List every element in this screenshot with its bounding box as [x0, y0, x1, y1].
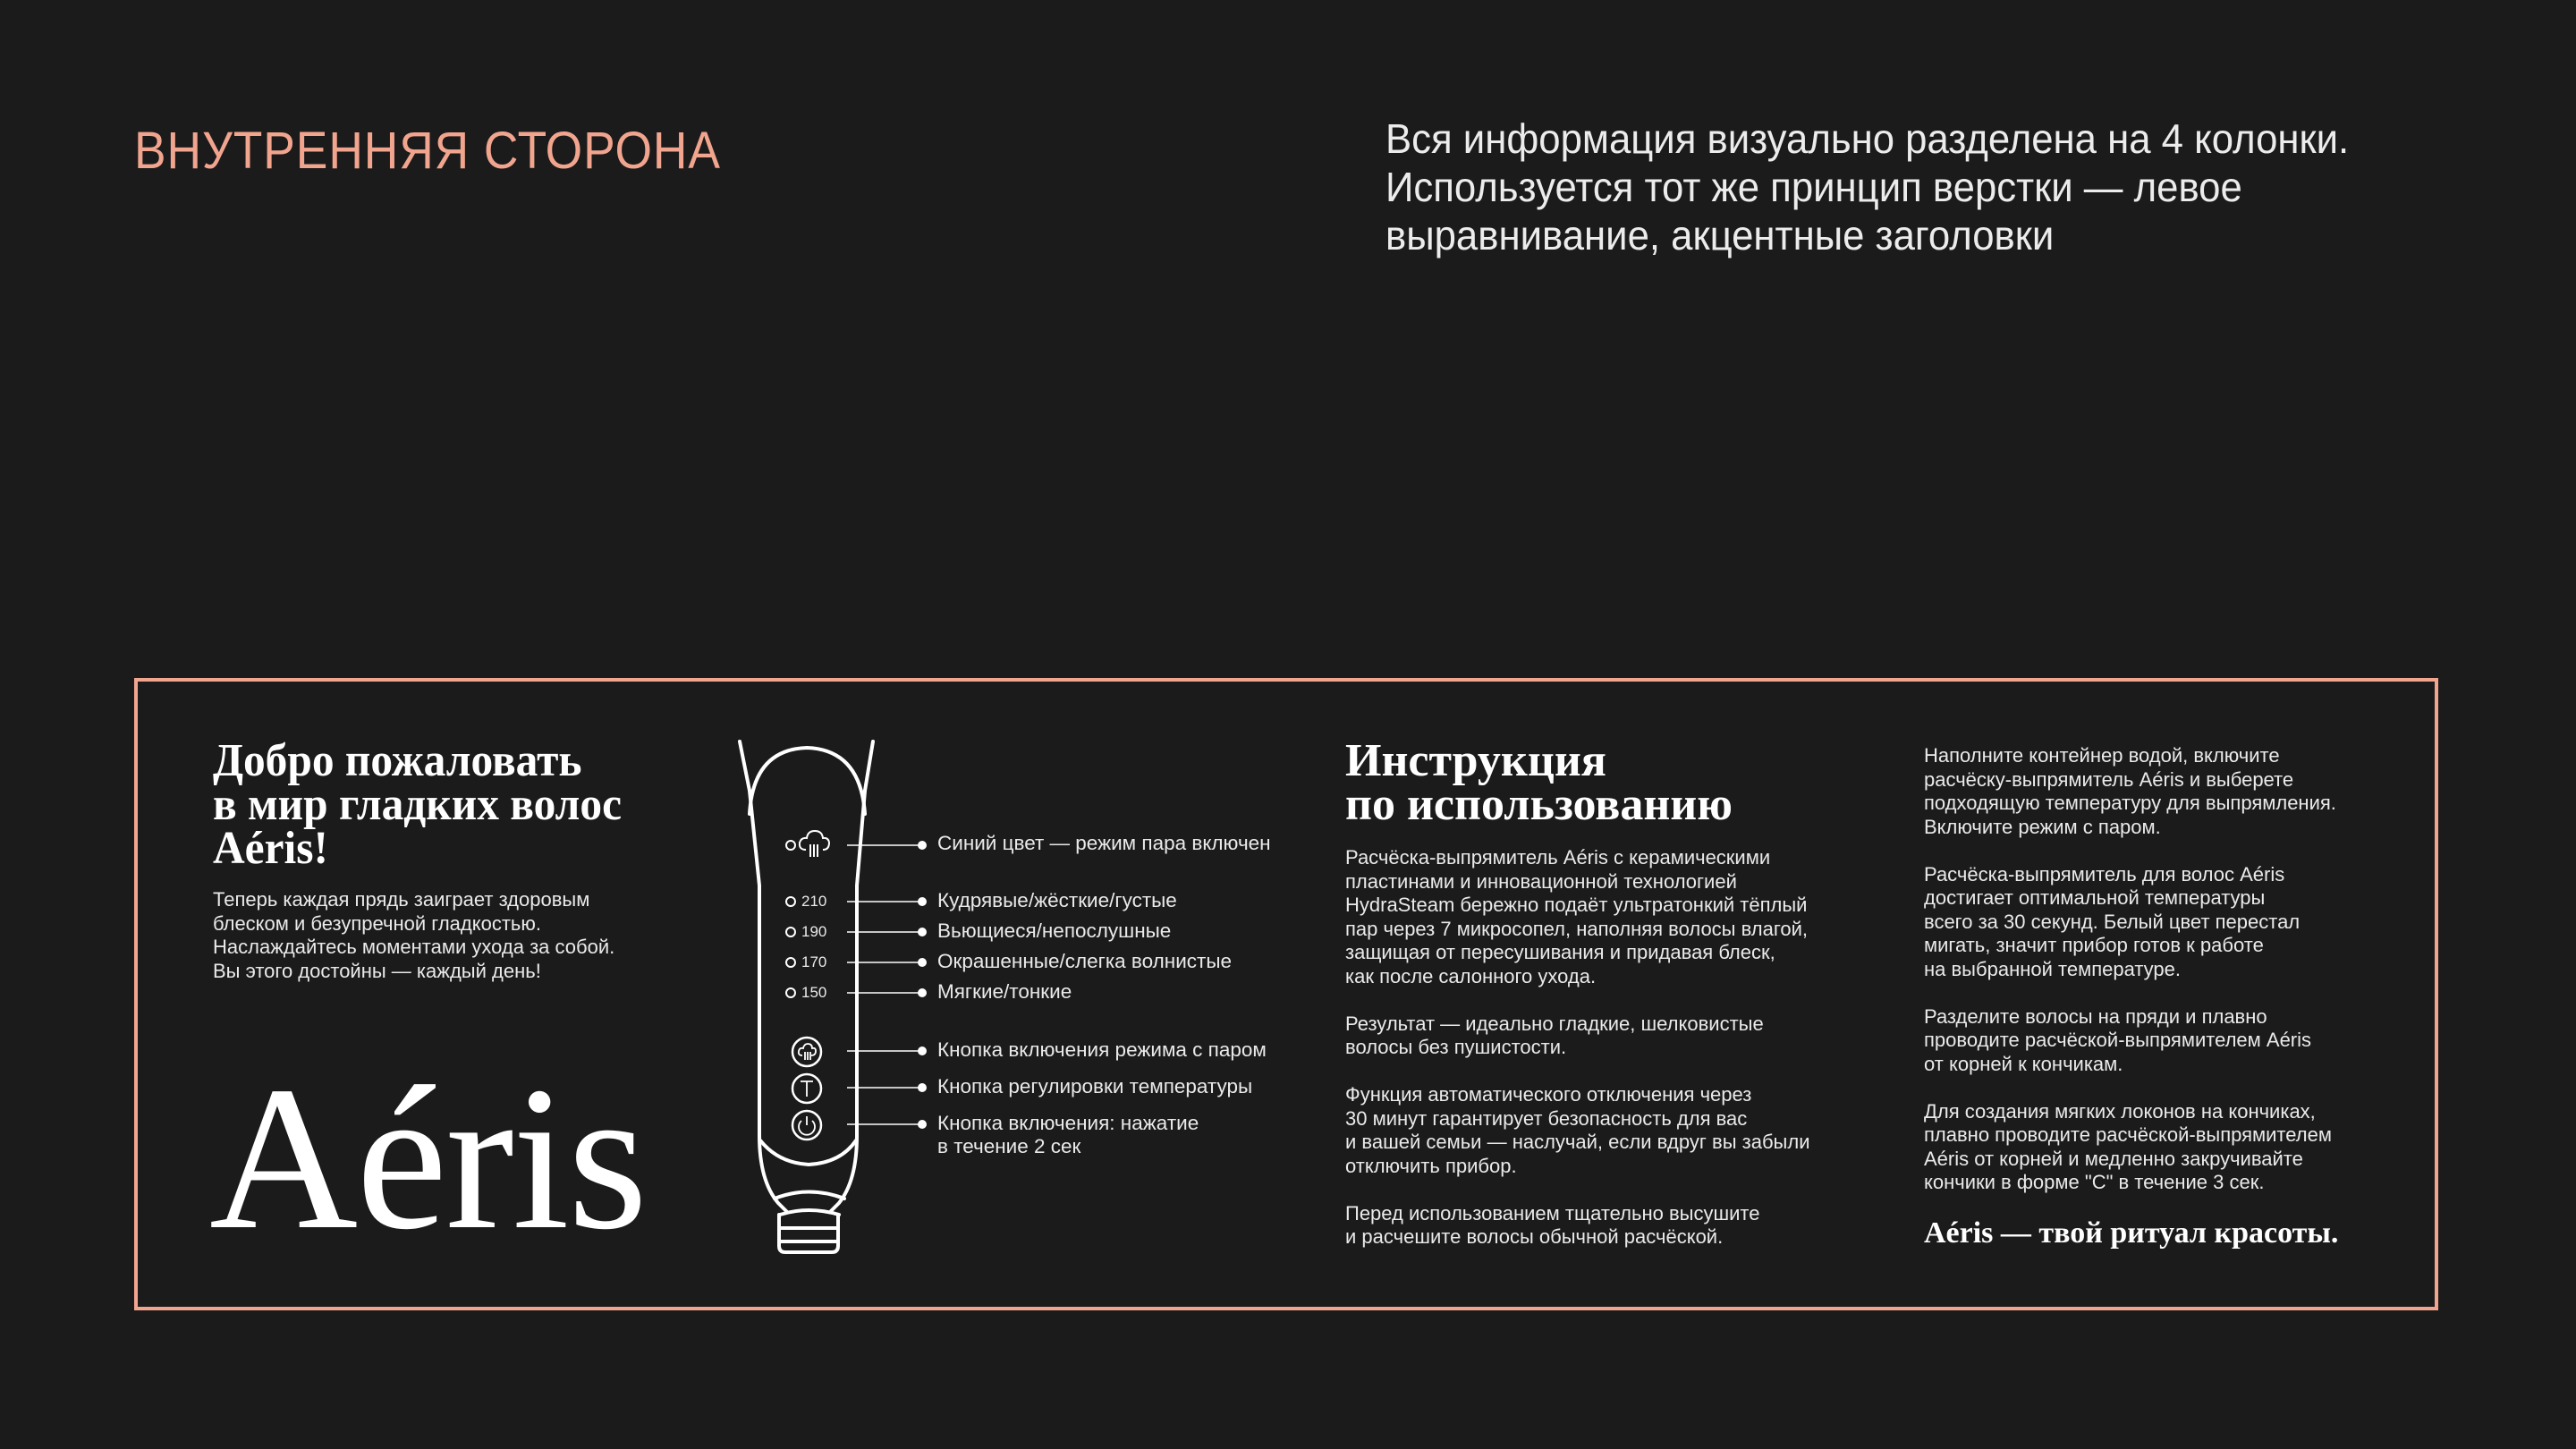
welcome-text-line: блеском и безупречной гладкостью. [213, 911, 541, 935]
steps-paragraph: Наполните контейнер водой, включите расчёску-выпрямитель Aéris и выберете подходящую температуру для выпрямления. Включите режим с паром. [1924, 744, 2336, 838]
welcome-title-line: Aéris! [213, 823, 328, 874]
welcome-title-line: Добро пожаловать [213, 735, 582, 786]
legend-power-button [937, 1112, 1199, 1158]
instructions-paragraph: Функция автоматического отключения через 30 минут гарантирует безопасность для вас и вашей семьи — наслучай, если вдруг вы забыли отключить прибор. [1345, 1083, 1810, 1177]
temp-label-210: 210 [801, 893, 827, 910]
brand-logo: Aéris [209, 1044, 647, 1272]
steam-button-icon [792, 1038, 821, 1066]
steam-icon [800, 831, 829, 857]
instructions-title [1345, 735, 1733, 830]
legend-temp-190: Вьющиеся/непослушные [937, 919, 1172, 942]
device-diagram [733, 739, 939, 1293]
instructions-paragraph: Расчёска-выпрямитель Aéris с керамическими пластинами и инновационной технологией HydraSteam бережно подаёт ультратонкий тёплый пар через 7 микросопел, наполняя волосы влагой, защищая от пересушивания и придавая блеск, как после салонного ухода. [1345, 846, 1809, 987]
steps-paragraph: Для создания мягких локонов на кончиках, плавно проводите расчёской-выпрямителем Aéris от корней и медленно закручивайте кончики в форме "С" в течение 3 сек. [1924, 1099, 2332, 1193]
brand-slogan: Aéris — твой ритуал красоты. [1924, 1216, 2339, 1250]
section-title: ВНУТРЕННЯЯ СТОРОНА [134, 122, 721, 180]
temp-label-170: 170 [801, 953, 827, 970]
legend-temperature-button: Кнопка регулировки температуры [937, 1075, 1253, 1097]
welcome-text [213, 888, 614, 983]
welcome-text-line: Вы этого достойны — каждый день! [213, 959, 541, 982]
instructions-title-line: Инструкция [1345, 735, 1606, 786]
instructions-title-line: по использованию [1345, 779, 1733, 830]
welcome-title-line: в мир гладких волос [213, 779, 623, 830]
instructions-paragraph: Результат — идеально гладкие, шелковистые волосы без пушистости. [1345, 1012, 1764, 1058]
steps-text [1924, 744, 2336, 1218]
temp-label-190: 190 [801, 923, 827, 940]
legend-power-line: в течение 2 сек [937, 1135, 1081, 1157]
legend-steam-button: Кнопка включения режима с паром [937, 1038, 1267, 1061]
welcome-text-line: Наслаждайтесь моментами ухода за собой. [213, 936, 615, 958]
description-line: Используется тот же принцип верстки — левое [1385, 164, 2242, 210]
description-line: выравнивание, акцентные заголовки [1385, 212, 2055, 258]
steps-paragraph: Разделите волосы на пряди и плавно проводите расчёской-выпрямителем Aéris от корней к кончикам. [1924, 1004, 2312, 1075]
steam-indicator-dot [786, 841, 795, 850]
welcome-title [213, 735, 623, 874]
layout-description [1385, 114, 2456, 259]
welcome-text-line: Теперь каждая прядь заиграет здоровым [213, 888, 590, 911]
instructions-paragraph: Перед использованием тщательно высушите и расчешите волосы обычной расчёской. [1345, 1201, 1760, 1248]
description-line: Вся информация визуально разделена на 4 колонки. [1385, 115, 2350, 162]
legend-temp-210: Кудрявые/жёсткие/густые [937, 889, 1177, 911]
legend-temp-150: Мягкие/тонкие [937, 980, 1072, 1003]
temp-label-150: 150 [801, 984, 827, 1001]
legend-temp-170: Окрашенные/слегка волнистые [937, 950, 1233, 972]
steps-paragraph: Расчёска-выпрямитель для волос Aéris достигает оптимальной температуры всего за 30 секунд. Белый цвет перестал мигать, значит прибор готов к работе на выбранной температуре. [1924, 862, 2301, 980]
legend-power-line: Кнопка включения: нажатие [937, 1112, 1199, 1134]
instructions-text [1345, 846, 1809, 1273]
legend-steam-indicator: Синий цвет — режим пара включен [937, 832, 1271, 854]
